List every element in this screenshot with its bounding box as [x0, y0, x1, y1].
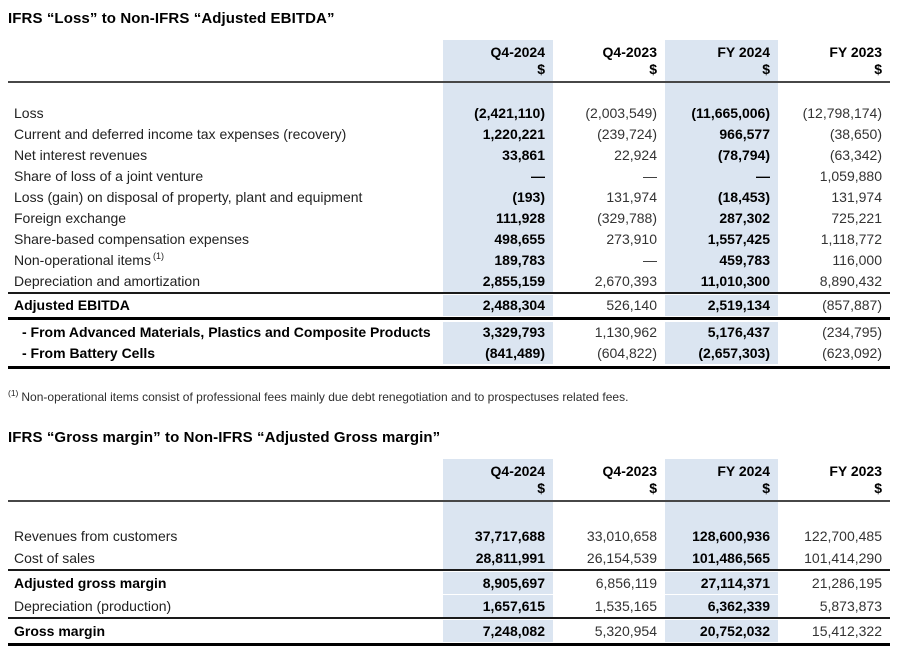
value-cell: 2,670,393 [594, 273, 657, 289]
row-label-text: Adjusted gross margin [14, 575, 167, 591]
value-cell: (234,795) [822, 324, 882, 340]
value-cell: (12,798,174) [802, 105, 882, 121]
value-cell: 1,130,962 [594, 324, 657, 340]
value-cell: (2,421,110) [443, 103, 553, 124]
row-label-text: Adjusted EBITDA [14, 297, 130, 313]
section-title-gross-margin: IFRS “Gross margin” to Non-IFRS “Adjusted Gross margin” [8, 429, 441, 446]
footnote-text: Non-operational items consist of professional fees mainly due debt renegotiation and to prospectuses related fees. [21, 390, 629, 404]
value-cell: 11,010,300 [665, 271, 778, 292]
row-label [8, 187, 443, 208]
value-cell: 5,873,873 [819, 598, 882, 614]
row-label [8, 229, 443, 250]
row-label-text: Cost of sales [14, 550, 95, 566]
value-cell: (78,794) [665, 145, 778, 166]
header-label-spacer [8, 459, 443, 500]
value-cell: 131,974 [831, 189, 882, 205]
value-cell: (604,822) [597, 345, 657, 361]
table-body [8, 83, 890, 369]
value-cell: 498,655 [443, 229, 553, 250]
value-cell: 2,855,159 [443, 271, 553, 292]
value-cell: 6,856,119 [595, 575, 657, 591]
row-label-text: - From Advanced Materials, Plastics and Composite Products [22, 324, 431, 340]
table-row [8, 145, 890, 166]
spacer-row [8, 502, 890, 525]
table-row [8, 124, 890, 145]
value-cell: 2,519,134 [665, 295, 778, 316]
value-cell: 20,752,032 [665, 620, 778, 642]
footnote-marker: (1) [152, 251, 164, 262]
footnote-marker: (1) [8, 388, 19, 398]
spacer-row [8, 83, 890, 103]
ebitda-reconciliation-table [8, 40, 890, 369]
table-row [8, 569, 890, 595]
table-row [8, 343, 890, 366]
value-cell: 5,320,954 [594, 623, 657, 639]
value-cell: (38,650) [829, 126, 882, 142]
value-cell: 26,154,539 [586, 550, 657, 566]
column-unit: $ [762, 480, 770, 496]
value-cell: 459,783 [665, 250, 778, 271]
row-label-text: - From Battery Cells [22, 345, 156, 361]
row-label [8, 250, 443, 271]
value-cell: 27,114,371 [665, 572, 778, 594]
column-header: FY 2024 [717, 463, 770, 479]
value-cell: 725,221 [831, 210, 882, 226]
column-header: Q4-2023 [602, 44, 657, 60]
row-label-text: Revenues from customers [14, 528, 178, 544]
column-header: FY 2024 [717, 44, 770, 60]
column-unit: $ [874, 480, 882, 496]
column-header: FY 2023 [829, 463, 882, 479]
row-label [8, 595, 443, 617]
row-label [8, 271, 443, 292]
value-cell: 8,905,697 [443, 572, 553, 594]
row-label [8, 572, 443, 594]
table-row [8, 208, 890, 229]
value-cell: 1,535,165 [594, 598, 657, 614]
value-cell: — [665, 166, 778, 187]
header-col-fy-2024 [665, 459, 778, 500]
value-cell: 7,248,082 [443, 620, 553, 642]
column-unit: $ [537, 61, 545, 77]
table-row [8, 547, 890, 569]
header-col-q4-2023 [553, 40, 665, 81]
value-cell: 131,974 [606, 189, 657, 205]
value-cell: 33,861 [443, 145, 553, 166]
table-row [8, 617, 890, 643]
table-row [8, 229, 890, 250]
value-cell: (2,003,549) [585, 105, 657, 121]
section-title-ebitda: IFRS “Loss” to Non-IFRS “Adjusted EBITDA” [8, 10, 335, 27]
value-cell: (193) [443, 187, 553, 208]
value-cell: 189,783 [443, 250, 553, 271]
value-cell: 111,928 [443, 208, 553, 229]
row-label-text: Loss [14, 105, 44, 121]
header-col-q4-2023 [553, 459, 665, 500]
value-cell: 287,302 [665, 208, 778, 229]
value-cell: 116,000 [832, 252, 882, 268]
footnote [8, 390, 890, 404]
header-col-fy-2023 [778, 40, 890, 81]
value-cell: 128,600,936 [665, 525, 778, 547]
value-cell: (329,788) [597, 210, 657, 226]
row-label [8, 295, 443, 316]
value-cell: 3,329,793 [443, 322, 553, 343]
row-label [8, 103, 443, 124]
row-label-text: Foreign exchange [14, 210, 127, 226]
value-cell: 1,557,425 [665, 229, 778, 250]
row-label-text: Depreciation (production) [14, 598, 172, 614]
value-cell: 101,486,565 [665, 547, 778, 569]
row-label-text: Gross margin [14, 623, 106, 639]
table-row [8, 250, 890, 271]
table-header [8, 459, 890, 502]
header-col-q4-2024 [443, 459, 553, 500]
value-cell: 2,488,304 [443, 295, 553, 316]
row-label [8, 145, 443, 166]
column-unit: $ [649, 61, 657, 77]
table-row [8, 292, 890, 317]
column-unit: $ [874, 61, 882, 77]
value-cell: 21,286,195 [811, 575, 882, 591]
row-label-text: Share-based compensation expenses [14, 231, 250, 247]
value-cell: 8,890,432 [819, 273, 882, 289]
value-cell: 15,412,322 [811, 623, 882, 639]
value-cell: 5,176,437 [665, 322, 778, 343]
row-label-text: Net interest revenues [14, 147, 148, 163]
value-cell: 37,717,688 [443, 525, 553, 547]
row-label [8, 208, 443, 229]
header-label-spacer [8, 40, 443, 81]
column-unit: $ [649, 480, 657, 496]
row-label [8, 322, 443, 343]
value-cell: 6,362,339 [665, 595, 778, 617]
column-header: Q4-2024 [490, 44, 545, 60]
value-cell: — [443, 166, 553, 187]
header-col-fy-2023 [778, 459, 890, 500]
value-cell: — [643, 168, 657, 184]
table-row [8, 271, 890, 292]
table-row [8, 166, 890, 187]
column-unit: $ [762, 61, 770, 77]
row-label-text: Loss (gain) on disposal of property, plant and equipment [14, 189, 363, 205]
table-body [8, 502, 890, 646]
value-cell: 1,118,772 [820, 231, 882, 247]
column-header: Q4-2023 [602, 463, 657, 479]
value-cell: (623,092) [822, 345, 882, 361]
table-row [8, 317, 890, 343]
table-row [8, 103, 890, 124]
value-cell: 1,059,880 [819, 168, 882, 184]
column-header: FY 2023 [829, 44, 882, 60]
gross-margin-reconciliation-table [8, 459, 890, 646]
value-cell: 526,140 [606, 297, 657, 313]
value-cell: 33,010,658 [586, 528, 657, 544]
value-cell: (11,665,006) [665, 103, 778, 124]
value-cell: 273,910 [606, 231, 657, 247]
value-cell: 122,700,485 [804, 528, 882, 544]
row-label-text: Non-operational items [14, 252, 151, 268]
column-header: Q4-2024 [490, 463, 545, 479]
table-row [8, 595, 890, 617]
row-label [8, 166, 443, 187]
column-unit: $ [537, 480, 545, 496]
value-cell: 966,577 [665, 124, 778, 145]
row-label [8, 124, 443, 145]
value-cell: (63,342) [829, 147, 882, 163]
header-col-fy-2024 [665, 40, 778, 81]
value-cell: 1,657,615 [443, 595, 553, 617]
value-cell: (2,657,303) [665, 343, 778, 364]
row-label [8, 620, 443, 642]
value-cell: (18,453) [665, 187, 778, 208]
table-row [8, 187, 890, 208]
value-cell: — [643, 252, 657, 268]
row-label [8, 525, 443, 547]
value-cell: 1,220,221 [443, 124, 553, 145]
row-label-text: Share of loss of a joint venture [14, 168, 204, 184]
value-cell: (239,724) [597, 126, 657, 142]
value-cell: (857,887) [822, 297, 882, 313]
table-header [8, 40, 890, 83]
value-cell: 28,811,991 [443, 547, 553, 569]
row-label [8, 547, 443, 569]
table-row [8, 525, 890, 547]
row-label-text: Current and deferred income tax expenses (recovery) [14, 126, 347, 142]
row-label-text: Depreciation and amortization [14, 273, 200, 289]
header-col-q4-2024 [443, 40, 553, 81]
row-label [8, 343, 443, 364]
value-cell: 101,414,290 [804, 550, 882, 566]
value-cell: (841,489) [443, 343, 553, 364]
value-cell: 22,924 [614, 147, 657, 163]
